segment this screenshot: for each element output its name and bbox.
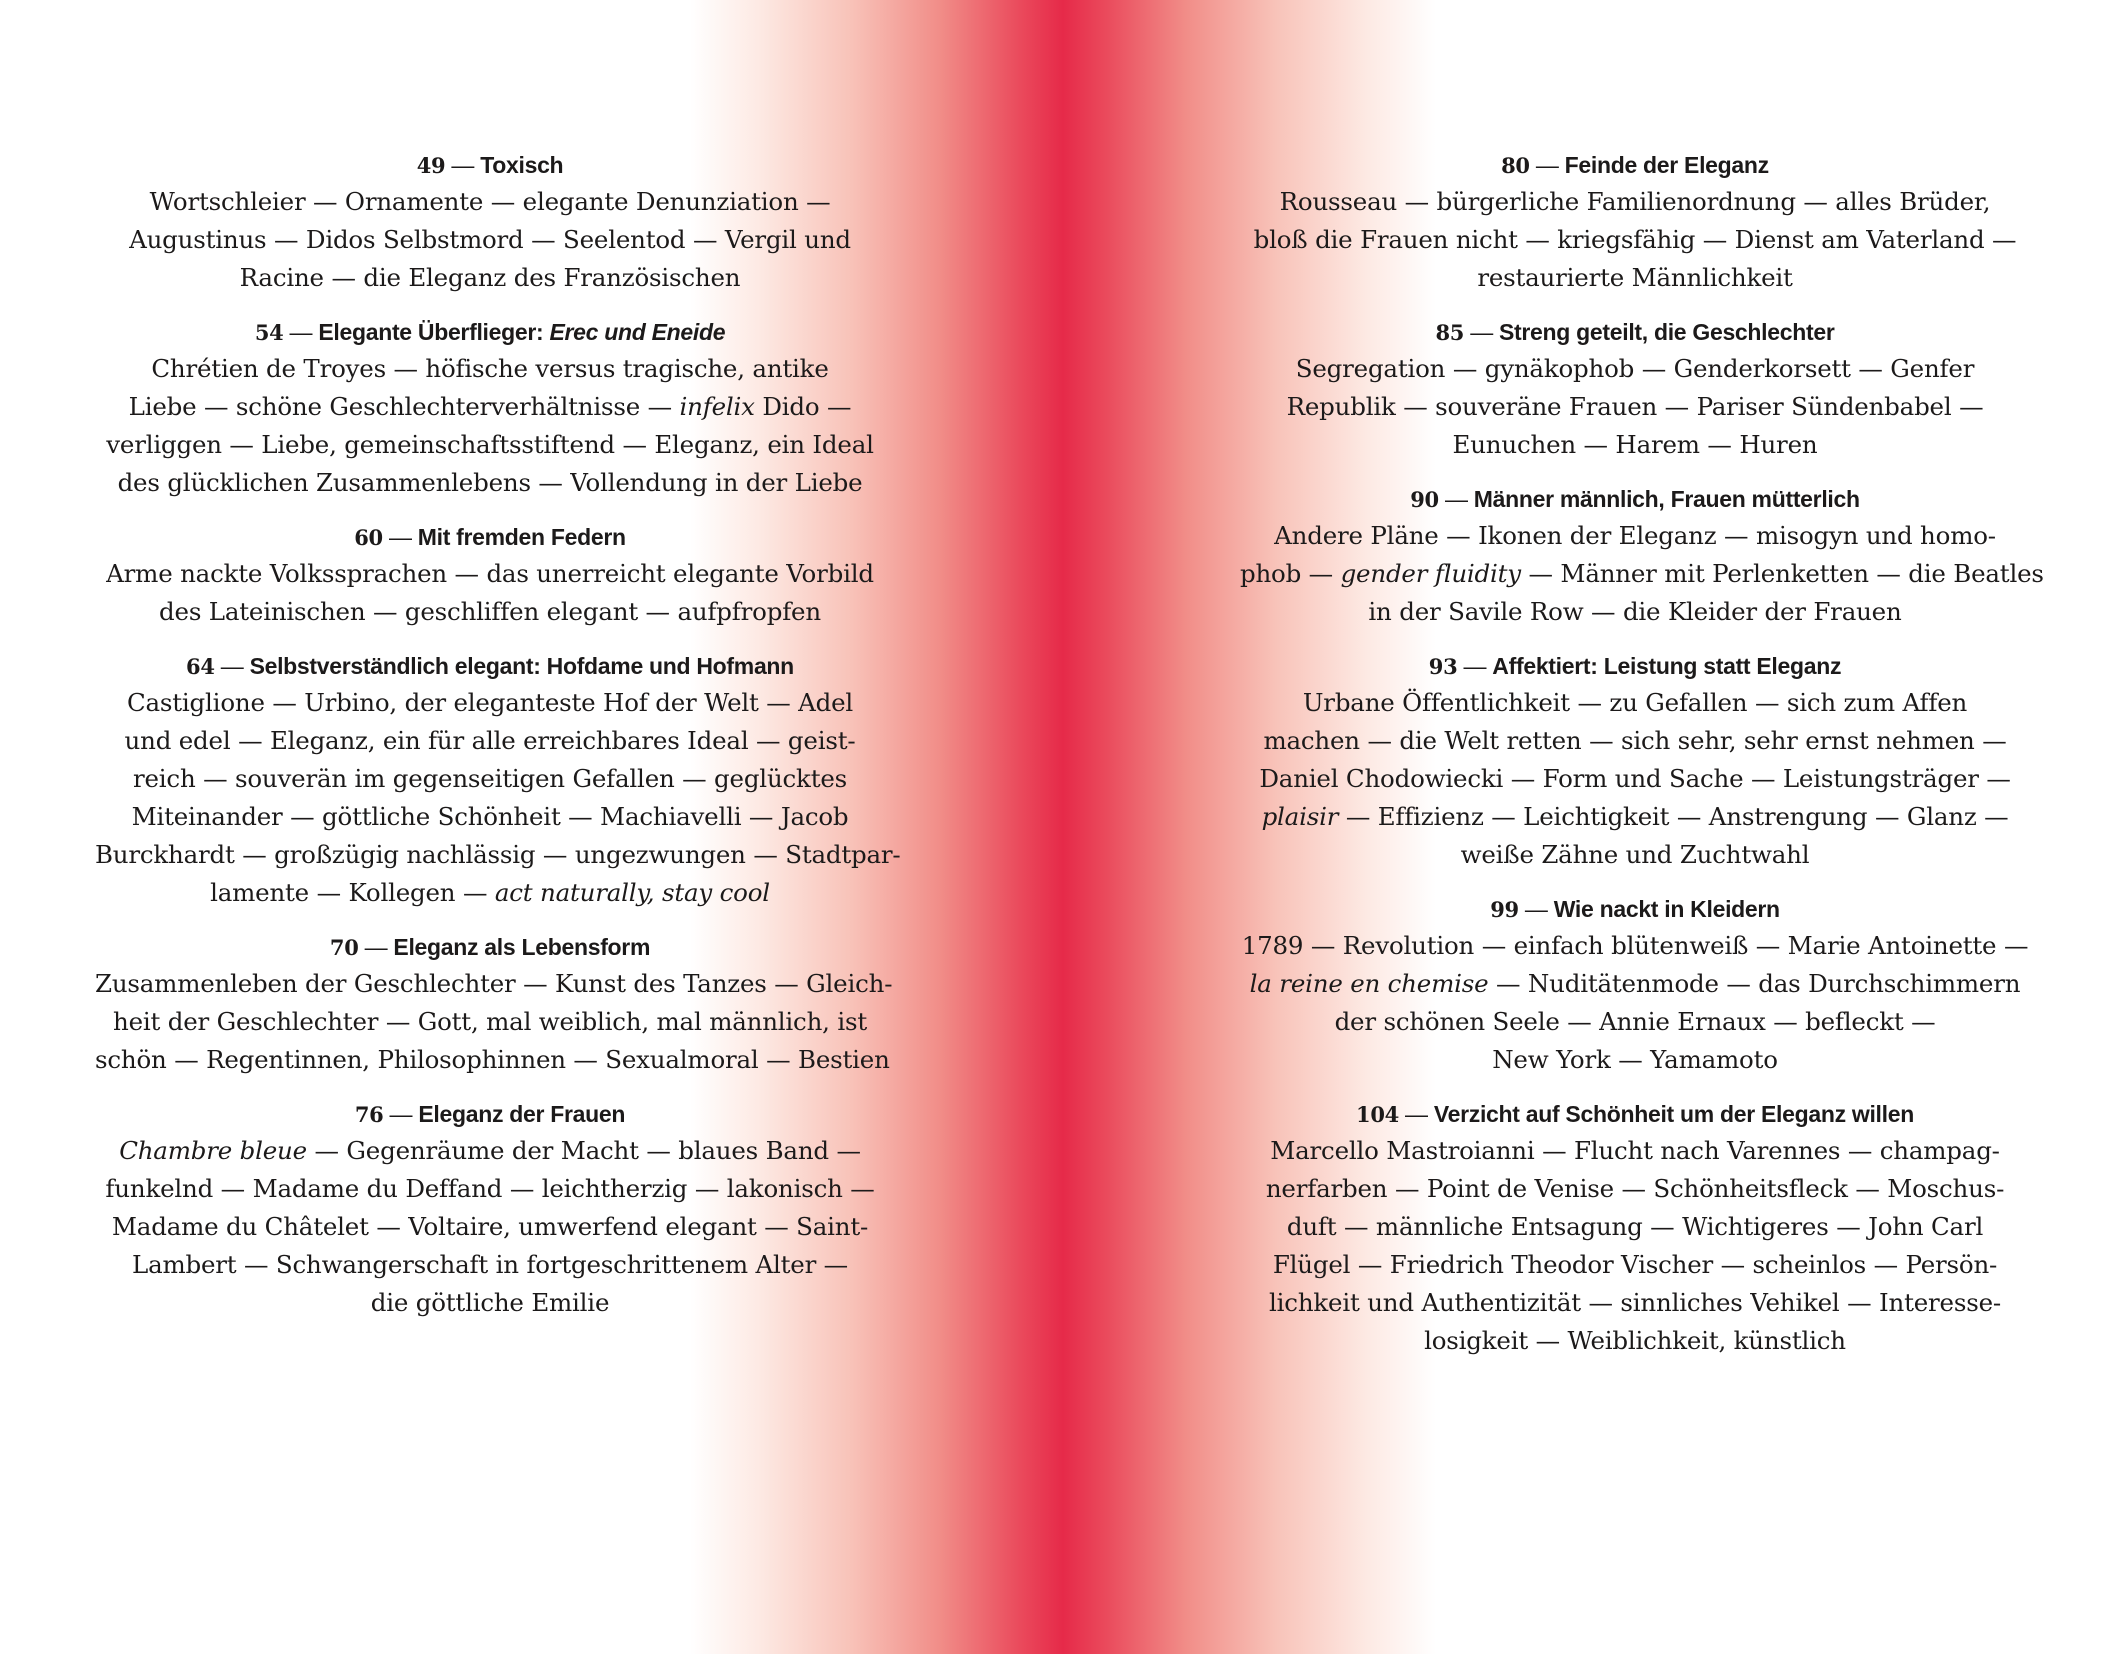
chapter-title: Affektiert: Leistung statt Eleganz xyxy=(1492,653,1842,679)
text-run: nerfarben — Point de Venise — Schönheitsfleck — Moschus- xyxy=(1265,1174,2005,1203)
keyword-line xyxy=(95,555,885,593)
chapter-keywords xyxy=(95,183,885,297)
text-run: — Nuditätenmode — das Durchschimmern xyxy=(1488,969,2021,998)
toc-entry-heading: 85 — Streng geteilt, die Geschlechter xyxy=(1435,319,1835,345)
keyword-line xyxy=(95,836,901,874)
text-run: Chrétien de Troyes — höfische versus tragische, antike xyxy=(151,354,829,383)
keyword-line xyxy=(95,1003,885,1041)
text-run: Flügel — Friedrich Theodor Vischer — scheinlos — Persön- xyxy=(1272,1250,1998,1279)
keyword-line xyxy=(1240,1208,2030,1246)
chapter-keywords xyxy=(1240,1132,2030,1360)
chapter-title: Streng geteilt, die Geschlechter xyxy=(1499,319,1835,345)
chapter-title: Elegante Überflieger: xyxy=(318,319,550,345)
chapter-keywords xyxy=(95,965,893,1079)
toc-entry-heading: 90 — Männer männlich, Frauen mütterlich xyxy=(1410,486,1860,512)
chapter-keywords xyxy=(95,350,885,502)
keyword-line xyxy=(1240,426,2030,464)
page-number: 99 xyxy=(1490,897,1519,922)
toc-entry xyxy=(95,315,885,502)
keyword-line xyxy=(1240,259,2030,297)
text-run: 1789 — Revolution — einfach blütenweiß — Marie Antoinette — xyxy=(1241,931,2029,960)
text-run: — Männer mit Perlenketten — die Beatles xyxy=(1520,559,2044,588)
page-number: 80 xyxy=(1501,153,1530,178)
toc-entry-heading: 54 — Elegante Überflieger: Erec und Eneide xyxy=(254,319,726,345)
text-run: Rousseau — bürgerliche Familienordnung — alles Brüder, xyxy=(1279,187,1991,216)
keyword-line xyxy=(1240,183,2030,221)
page-number: 54 xyxy=(254,320,284,345)
keyword-line xyxy=(95,1246,885,1284)
keyword-line xyxy=(95,798,885,836)
text-run: Liebe — schöne Geschlechterverhältnisse — xyxy=(128,392,680,421)
text-run: Arme nackte Volkssprachen — das unerreicht elegante Vorbild xyxy=(106,559,874,588)
keyword-line xyxy=(95,221,885,259)
text-run: des Lateinischen — geschliffen elegant — aufpfropfen xyxy=(159,597,821,626)
keyword-line xyxy=(1240,1041,2030,1079)
keyword-line xyxy=(1240,517,2030,555)
text-run: Daniel Chodowiecki — Form und Sache — Leistungsträger — xyxy=(1259,764,2011,793)
keyword-line xyxy=(1240,1322,2030,1360)
text-run: Republik — souveräne Frauen — Pariser Sündenbabel — xyxy=(1286,392,1984,421)
toc-entry-heading: 64 — Selbstverständlich elegant: Hofdame und Hofmann xyxy=(186,653,794,679)
keyword-line xyxy=(95,350,885,388)
keyword-line xyxy=(95,722,885,760)
keyword-line xyxy=(95,259,885,297)
toc-entry xyxy=(95,148,885,297)
text-run: der schönen Seele — Annie Ernaux — befleckt — xyxy=(1334,1007,1936,1036)
italic-term: plaisir xyxy=(1261,802,1339,831)
keyword-line xyxy=(1240,760,2030,798)
text-run: Wortschleier — Ornamente — elegante Denunziation — xyxy=(149,187,831,216)
text-run: Urbane Öffentlichkeit — zu Gefallen — sich zum Affen xyxy=(1302,688,1968,717)
chapter-title: Mit fremden Federn xyxy=(417,524,626,550)
text-run: Zusammenleben der Geschlechter — Kunst des Tanzes — Gleich- xyxy=(95,969,893,998)
toc-entry xyxy=(1240,315,2030,464)
text-run: und edel — Eleganz, ein für alle erreichbares Ideal — geist- xyxy=(124,726,856,755)
keyword-line xyxy=(95,1041,890,1079)
keyword-line xyxy=(1240,1246,2030,1284)
text-run: duft — männliche Entsagung — Wichtigeres — John Carl xyxy=(1286,1212,1984,1241)
keyword-line xyxy=(1240,221,2030,259)
keyword-line xyxy=(1240,836,2030,874)
toc-entry xyxy=(95,1097,885,1322)
toc-entry-heading: 104 — Verzicht auf Schönheit um der Eleganz willen xyxy=(1356,1101,1914,1127)
text-run: Racine — die Eleganz des Französischen xyxy=(239,263,741,292)
text-run: — Effizienz — Leichtigkeit — Anstrengung — Glanz — xyxy=(1338,802,2009,831)
chapter-title: Wie nackt in Kleidern xyxy=(1553,896,1780,922)
toc-entry xyxy=(1240,892,2030,1079)
page-number: 64 xyxy=(186,654,215,679)
page-number: 76 xyxy=(354,1102,384,1127)
toc-entry-heading: 70 — Eleganz als Lebensform xyxy=(329,934,651,960)
right-page-column xyxy=(1240,148,2044,1378)
chapter-keywords xyxy=(1240,183,2030,297)
keyword-line xyxy=(1240,350,2030,388)
keyword-line xyxy=(1240,1170,2030,1208)
text-run: funkelnd — Madame du Deffand — leichtherzig — lakonisch — xyxy=(105,1174,875,1203)
chapter-title: Verzicht auf Schönheit um der Eleganz willen xyxy=(1433,1101,1914,1127)
text-run: schön — Regentinnen, Philosophinnen — Sexualmoral — Bestien xyxy=(95,1045,890,1074)
keyword-line xyxy=(95,183,885,221)
text-run: lamente — Kollegen — xyxy=(210,878,495,907)
keyword-line xyxy=(1240,722,2030,760)
keyword-line xyxy=(95,1284,885,1322)
toc-entry xyxy=(1240,649,2030,874)
keyword-line xyxy=(1240,1132,2030,1170)
text-run: des glücklichen Zusammenlebens — Vollendung in der Liebe xyxy=(117,468,863,497)
text-run: weiße Zähne und Zuchtwahl xyxy=(1460,840,1810,869)
text-run: machen — die Welt retten — sich sehr, sehr ernst nehmen — xyxy=(1263,726,2007,755)
text-run: Augustinus — Didos Selbstmord — Seelentod — Vergil und xyxy=(129,225,851,254)
chapter-keywords xyxy=(1240,350,2030,464)
italic-term: Chambre bleue xyxy=(119,1136,307,1165)
italic-term: la reine en chemise xyxy=(1249,969,1489,998)
text-run: — Gegenräume der Macht — blaues Band — xyxy=(306,1136,861,1165)
keyword-line xyxy=(1240,593,2030,631)
keyword-line xyxy=(95,1132,885,1170)
keyword-line xyxy=(95,1170,885,1208)
page-number: 49 xyxy=(416,153,446,178)
text-run: Burckhardt — großzügig nachlässig — ungezwungen — Stadtpar- xyxy=(95,840,901,869)
keyword-line xyxy=(95,965,893,1003)
text-run: lichkeit und Authentizität — sinnliches Vehikel — Interesse- xyxy=(1269,1288,2001,1317)
keyword-line xyxy=(95,464,885,502)
keyword-line xyxy=(1240,684,2030,722)
text-run: heit der Geschlechter — Gott, mal weiblich, mal männlich, ist xyxy=(113,1007,867,1036)
text-run: reich — souverän im gegenseitigen Gefallen — geglücktes xyxy=(132,764,848,793)
keyword-line xyxy=(1240,388,2030,426)
keyword-line xyxy=(1240,798,2030,836)
keyword-line xyxy=(95,760,885,798)
page-number: 60 xyxy=(354,525,383,550)
text-run: Marcello Mastroianni — Flucht nach Varennes — champag- xyxy=(1270,1136,2000,1165)
keyword-line xyxy=(1240,965,2030,1003)
chapter-title: Eleganz als Lebensform xyxy=(393,934,651,960)
text-run: Madame du Châtelet — Voltaire, umwerfend elegant — Saint- xyxy=(111,1212,869,1241)
keyword-line xyxy=(1240,927,2030,965)
page-number: 85 xyxy=(1435,320,1465,345)
page-number: 70 xyxy=(329,935,359,960)
text-run: verliggen — Liebe, gemeinschaftsstiftend — Eleganz, ein Ideal xyxy=(106,430,874,459)
keyword-line xyxy=(1240,555,2044,593)
chapter-title: Männer männlich, Frauen mütterlich xyxy=(1473,486,1860,512)
text-run: Andere Pläne — Ikonen der Eleganz — misogyn und homo- xyxy=(1274,521,1996,550)
chapter-title: Feinde der Eleganz xyxy=(1564,152,1769,178)
toc-entry-heading: 80 — Feinde der Eleganz xyxy=(1501,152,1769,178)
text-run: Dido — xyxy=(754,392,852,421)
chapter-keywords xyxy=(95,555,885,631)
text-run: New York — Yamamoto xyxy=(1492,1045,1778,1074)
page-number: 93 xyxy=(1428,654,1458,679)
chapter-keywords xyxy=(95,684,901,912)
text-run: Lambert — Schwangerschaft in fortgeschrittenem Alter — xyxy=(132,1250,848,1279)
keyword-line xyxy=(95,388,885,426)
toc-entry-heading: 99 — Wie nackt in Kleidern xyxy=(1490,896,1780,922)
toc-entry-heading: 49 — Toxisch xyxy=(416,152,564,178)
text-run: Segregation — gynäkophob — Genderkorsett — Genfer xyxy=(1295,354,1975,383)
page-number: 90 xyxy=(1410,487,1439,512)
italic-term: infelix xyxy=(679,392,755,421)
toc-entry-heading: 93 — Affektiert: Leistung statt Eleganz xyxy=(1428,653,1842,679)
toc-entry xyxy=(1240,148,2030,297)
text-run: restaurierte Männlichkeit xyxy=(1477,263,1793,292)
text-run: losigkeit — Weiblichkeit, künstlich xyxy=(1424,1326,1846,1355)
keyword-line xyxy=(1240,1284,2030,1322)
text-run: bloß die Frauen nicht — kriegsfähig — Dienst am Vaterland — xyxy=(1253,225,2017,254)
chapter-keywords xyxy=(1240,517,2044,631)
chapter-title: Selbstverständlich elegant: Hofdame und Hofmann xyxy=(249,653,794,679)
toc-entry xyxy=(95,930,893,1079)
text-run: Miteinander — göttliche Schönheit — Machiavelli — Jacob xyxy=(131,802,849,831)
text-run: Castiglione — Urbino, der eleganteste Hof der Welt — Adel xyxy=(126,688,854,717)
italic-term: gender fluidity xyxy=(1340,559,1521,588)
toc-entry-heading: 60 — Mit fremden Federn xyxy=(354,524,626,550)
chapter-keywords xyxy=(1240,684,2030,874)
toc-entry xyxy=(1240,482,2044,631)
keyword-line xyxy=(95,874,885,912)
toc-entry xyxy=(95,520,885,631)
chapter-title: Toxisch xyxy=(480,152,564,178)
keyword-line xyxy=(95,426,885,464)
toc-entry-heading: 76 — Eleganz der Frauen xyxy=(354,1101,626,1127)
chapter-title-italic: Erec und Eneide xyxy=(549,319,726,345)
toc-entry xyxy=(95,649,901,912)
text-run: Eunuchen — Harem — Huren xyxy=(1452,430,1818,459)
keyword-line xyxy=(95,684,885,722)
page-number: 104 xyxy=(1356,1102,1399,1127)
text-run: phob — xyxy=(1240,559,1341,588)
chapter-title: Eleganz der Frauen xyxy=(418,1101,626,1127)
italic-term: act naturally, stay cool xyxy=(494,878,770,907)
chapter-keywords xyxy=(95,1132,885,1322)
keyword-line xyxy=(1240,1003,2030,1041)
keyword-line xyxy=(95,1208,885,1246)
chapter-keywords xyxy=(1240,927,2030,1079)
text-run: in der Savile Row — die Kleider der Frauen xyxy=(1368,597,1902,626)
toc-entry xyxy=(1240,1097,2030,1360)
text-run: die göttliche Emilie xyxy=(370,1288,610,1317)
left-page-column xyxy=(95,148,901,1340)
keyword-line xyxy=(95,593,885,631)
